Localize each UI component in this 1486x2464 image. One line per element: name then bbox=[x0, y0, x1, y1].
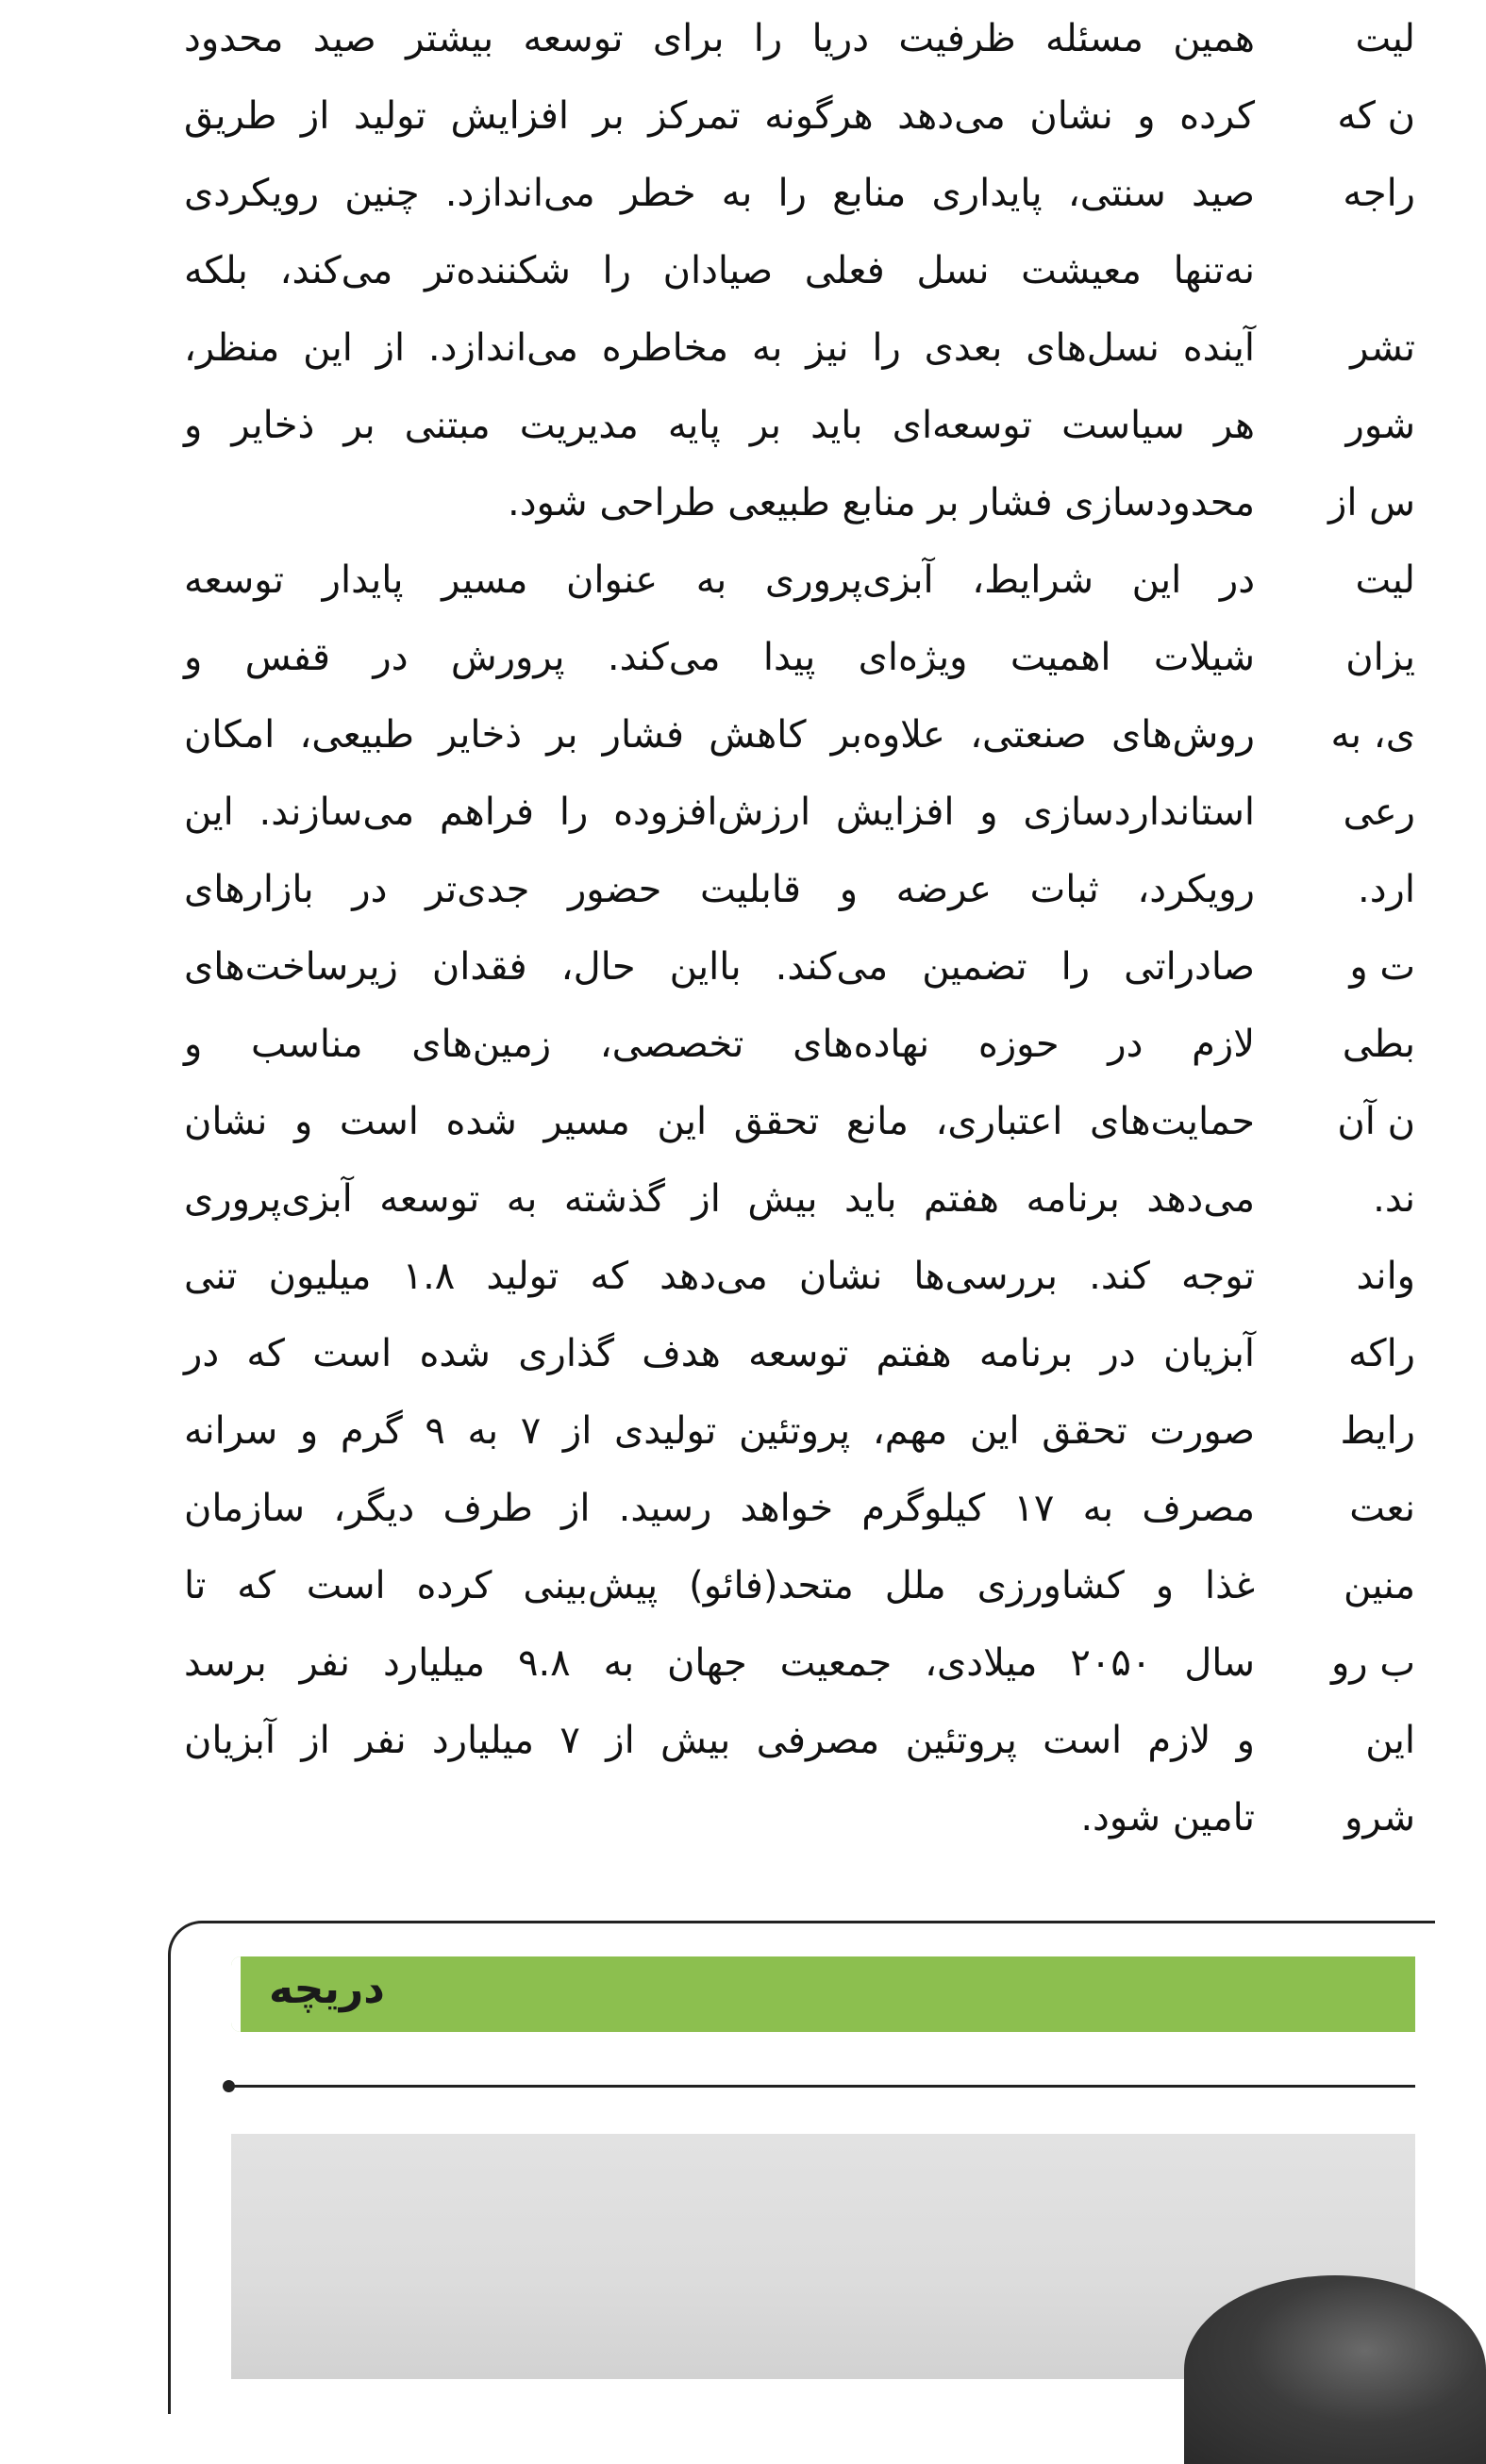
text-line: می‌دهد برنامه هفتم باید بیش از گذشته به توسعه آبزی‌پروری bbox=[184, 1177, 1255, 1221]
text-line: همین مسئله ظرفیت دریا را برای توسعه بیشتر صید محدود bbox=[184, 17, 1255, 60]
text-fragment: ت و bbox=[1349, 945, 1415, 989]
text-fragment: ارد. bbox=[1358, 868, 1415, 911]
text-line: حمایت‌های اعتباری، مانع تحقق این مسیر شده است و نشان bbox=[184, 1100, 1255, 1143]
text-line: شیلات اهمیت ویژه‌ای پیدا می‌کند. پرورش در قفس و bbox=[184, 636, 1255, 679]
text-line: آبزیان در برنامه هفتم توسعه هدف گذاری شده است که در bbox=[184, 1332, 1255, 1375]
photo-subject-silhouette bbox=[1184, 2275, 1486, 2464]
text-fragment: لیت bbox=[1355, 558, 1415, 602]
text-fragment bbox=[1342, 232, 1415, 309]
text-line: محدودسازی فشار بر منابع طبیعی طراحی شود. bbox=[507, 481, 1255, 524]
text-fragment: بطی bbox=[1342, 1023, 1415, 1066]
text-fragment: ن که bbox=[1337, 94, 1415, 138]
divider-rule bbox=[226, 2085, 1415, 2088]
text-fragment: منین bbox=[1343, 1564, 1415, 1607]
text-fragment: نعت bbox=[1349, 1487, 1415, 1530]
box-header-bar bbox=[231, 1956, 1415, 2032]
text-fragment: لیت bbox=[1355, 17, 1415, 60]
text-line: کرده و نشان می‌دهد هرگونه تمرکز بر افزایش تولید از طریق bbox=[184, 94, 1255, 138]
text-fragment: ند. bbox=[1373, 1177, 1415, 1221]
text-fragment: تشر bbox=[1350, 326, 1415, 370]
text-line: در این شرایط، آبزی‌پروری به عنوان مسیر پایدار توسعه bbox=[184, 558, 1255, 602]
text-fragment: رایط bbox=[1340, 1409, 1415, 1453]
text-fragment: این bbox=[1365, 1719, 1415, 1762]
text-fragment: راجه bbox=[1343, 172, 1415, 215]
text-line: آینده نسل‌های بعدی را نیز به مخاطره می‌اندازد. از این منظر، bbox=[184, 326, 1255, 370]
text-fragment: ی، به bbox=[1330, 713, 1415, 757]
text-fragment: یزان bbox=[1345, 636, 1415, 679]
text-fragment: س از bbox=[1328, 481, 1415, 524]
box-photo bbox=[231, 2134, 1415, 2379]
article-right-column-cropped bbox=[1328, 0, 1415, 1856]
text-line: نه‌تنها معیشت نسل فعلی صیادان را شکننده‌تر می‌کند، بلکه bbox=[184, 249, 1255, 292]
box-title: دریچه bbox=[269, 1965, 385, 2013]
text-line: مصرف به ۱۷ کیلوگرم خواهد رسید. از طرف دیگر، سازمان bbox=[184, 1487, 1256, 1530]
text-line: استانداردسازی و افزایش ارزش‌افزوده را فراهم می‌سازند. این bbox=[184, 791, 1255, 834]
text-line: سال ۲۰۵۰ میلادی، جمعیت جهان به ۹.۸ میلیارد نفر برسد bbox=[184, 1641, 1255, 1685]
text-fragment: شور bbox=[1345, 404, 1415, 447]
text-fragment: ب رو bbox=[1330, 1641, 1415, 1685]
text-line: رویکرد، ثبات عرضه و قابلیت حضور جدی‌تر در بازارهای bbox=[184, 868, 1255, 911]
text-line: روش‌های صنعتی، علاوه‌بر کاهش فشار بر ذخایر طبیعی، امکان bbox=[184, 713, 1255, 757]
header-accent-notch bbox=[231, 1956, 241, 2032]
text-line: هر سیاست توسعه‌ای باید بر پایه مدیریت مبتنی بر ذخایر و bbox=[184, 404, 1255, 447]
text-line: و لازم است پروتئین مصرفی بیش از ۷ میلیارد نفر از آبزیان bbox=[184, 1719, 1255, 1762]
text-line: تامین شود. bbox=[1080, 1796, 1255, 1840]
text-line: لازم در حوزه نهاده‌های تخصصی، زمین‌های مناسب و bbox=[184, 1023, 1255, 1066]
text-fragment: رعی bbox=[1343, 791, 1415, 834]
text-line: صورت تحقق این مهم، پروتئین تولیدی از ۷ به ۹ گرم و سرانه bbox=[184, 1409, 1255, 1453]
text-line: صید سنتی، پایداری منابع را به خطر می‌اندازد. چنین رویکردی bbox=[184, 172, 1255, 215]
text-fragment: شرو bbox=[1344, 1796, 1415, 1840]
article-main-column bbox=[184, 0, 1255, 1856]
text-fragment: راکه bbox=[1348, 1332, 1415, 1375]
text-line: صادراتی را تضمین می‌کند. بااین حال، فقدان زیرساخت‌های bbox=[184, 945, 1255, 989]
text-line: توجه کند. بررسی‌ها نشان می‌دهد که تولید ۱.۸ میلیون تنی bbox=[184, 1255, 1255, 1298]
text-line: غذا و کشاورزی ملل متحد(فائو) پیش‌بینی کرده است که تا bbox=[184, 1564, 1255, 1607]
text-fragment: واند bbox=[1356, 1255, 1415, 1298]
text-fragment: ن آن bbox=[1337, 1100, 1415, 1143]
